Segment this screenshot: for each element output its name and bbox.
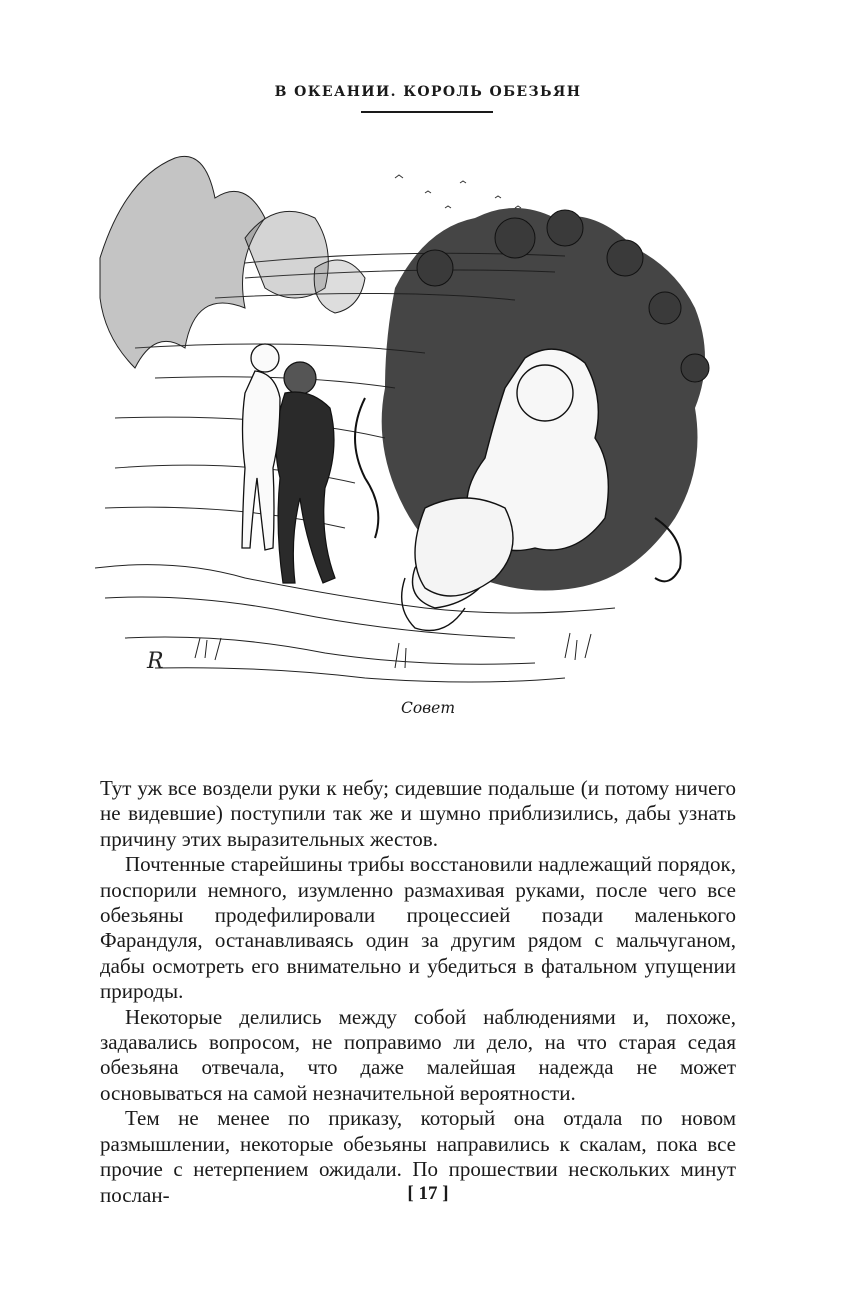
paragraph-text: Тем не менее по приказу, который она отдала по новом размышлении, некоторые обезьяны направились к скалам, пока все прочие с нетерпением ожидали. По прошествии нескольких минут послан-	[100, 1106, 736, 1207]
council-illustration	[95, 138, 735, 690]
page-number: [ 17 ]	[407, 1183, 449, 1204]
artist-signature: R	[147, 649, 164, 674]
paragraph-text: Некоторые делились между собой наблюдениями и, похоже, задавались вопросом, не поправимо ли дело, на что старая седая обезьяна отвечала, что даже малейшая надежда не может основываться на самой незначительной вероятности.	[100, 1004, 736, 1105]
running-head: В ОКЕАНИИ. КОРОЛЬ ОБЕЗЬЯН	[274, 84, 582, 100]
paragraph-text: Тут уж все воздели руки к небу; сидевшие подальше (и потому ничего не видевшие) поступили так же и шумно приблизились, дабы узнать причину этих выразительных жестов.	[100, 776, 736, 851]
paragraph	[100, 852, 736, 1004]
body-text	[100, 776, 736, 1208]
header-rule	[361, 111, 493, 113]
paragraph	[100, 1005, 736, 1107]
figure-caption: Совет	[400, 699, 456, 717]
paragraph	[100, 776, 736, 852]
paragraph-text: Почтенные старейшины трибы восстановили надлежащий порядок, поспорили немного, изумленно размахивая руками, после чего все обезьяны продефилировали процессией позади маленького Фарандуля, останавливаясь один за другим рядом с мальчуганом, дабы осмотреть его внимательно и убедиться в фатальном упущении природы.	[100, 852, 736, 1004]
